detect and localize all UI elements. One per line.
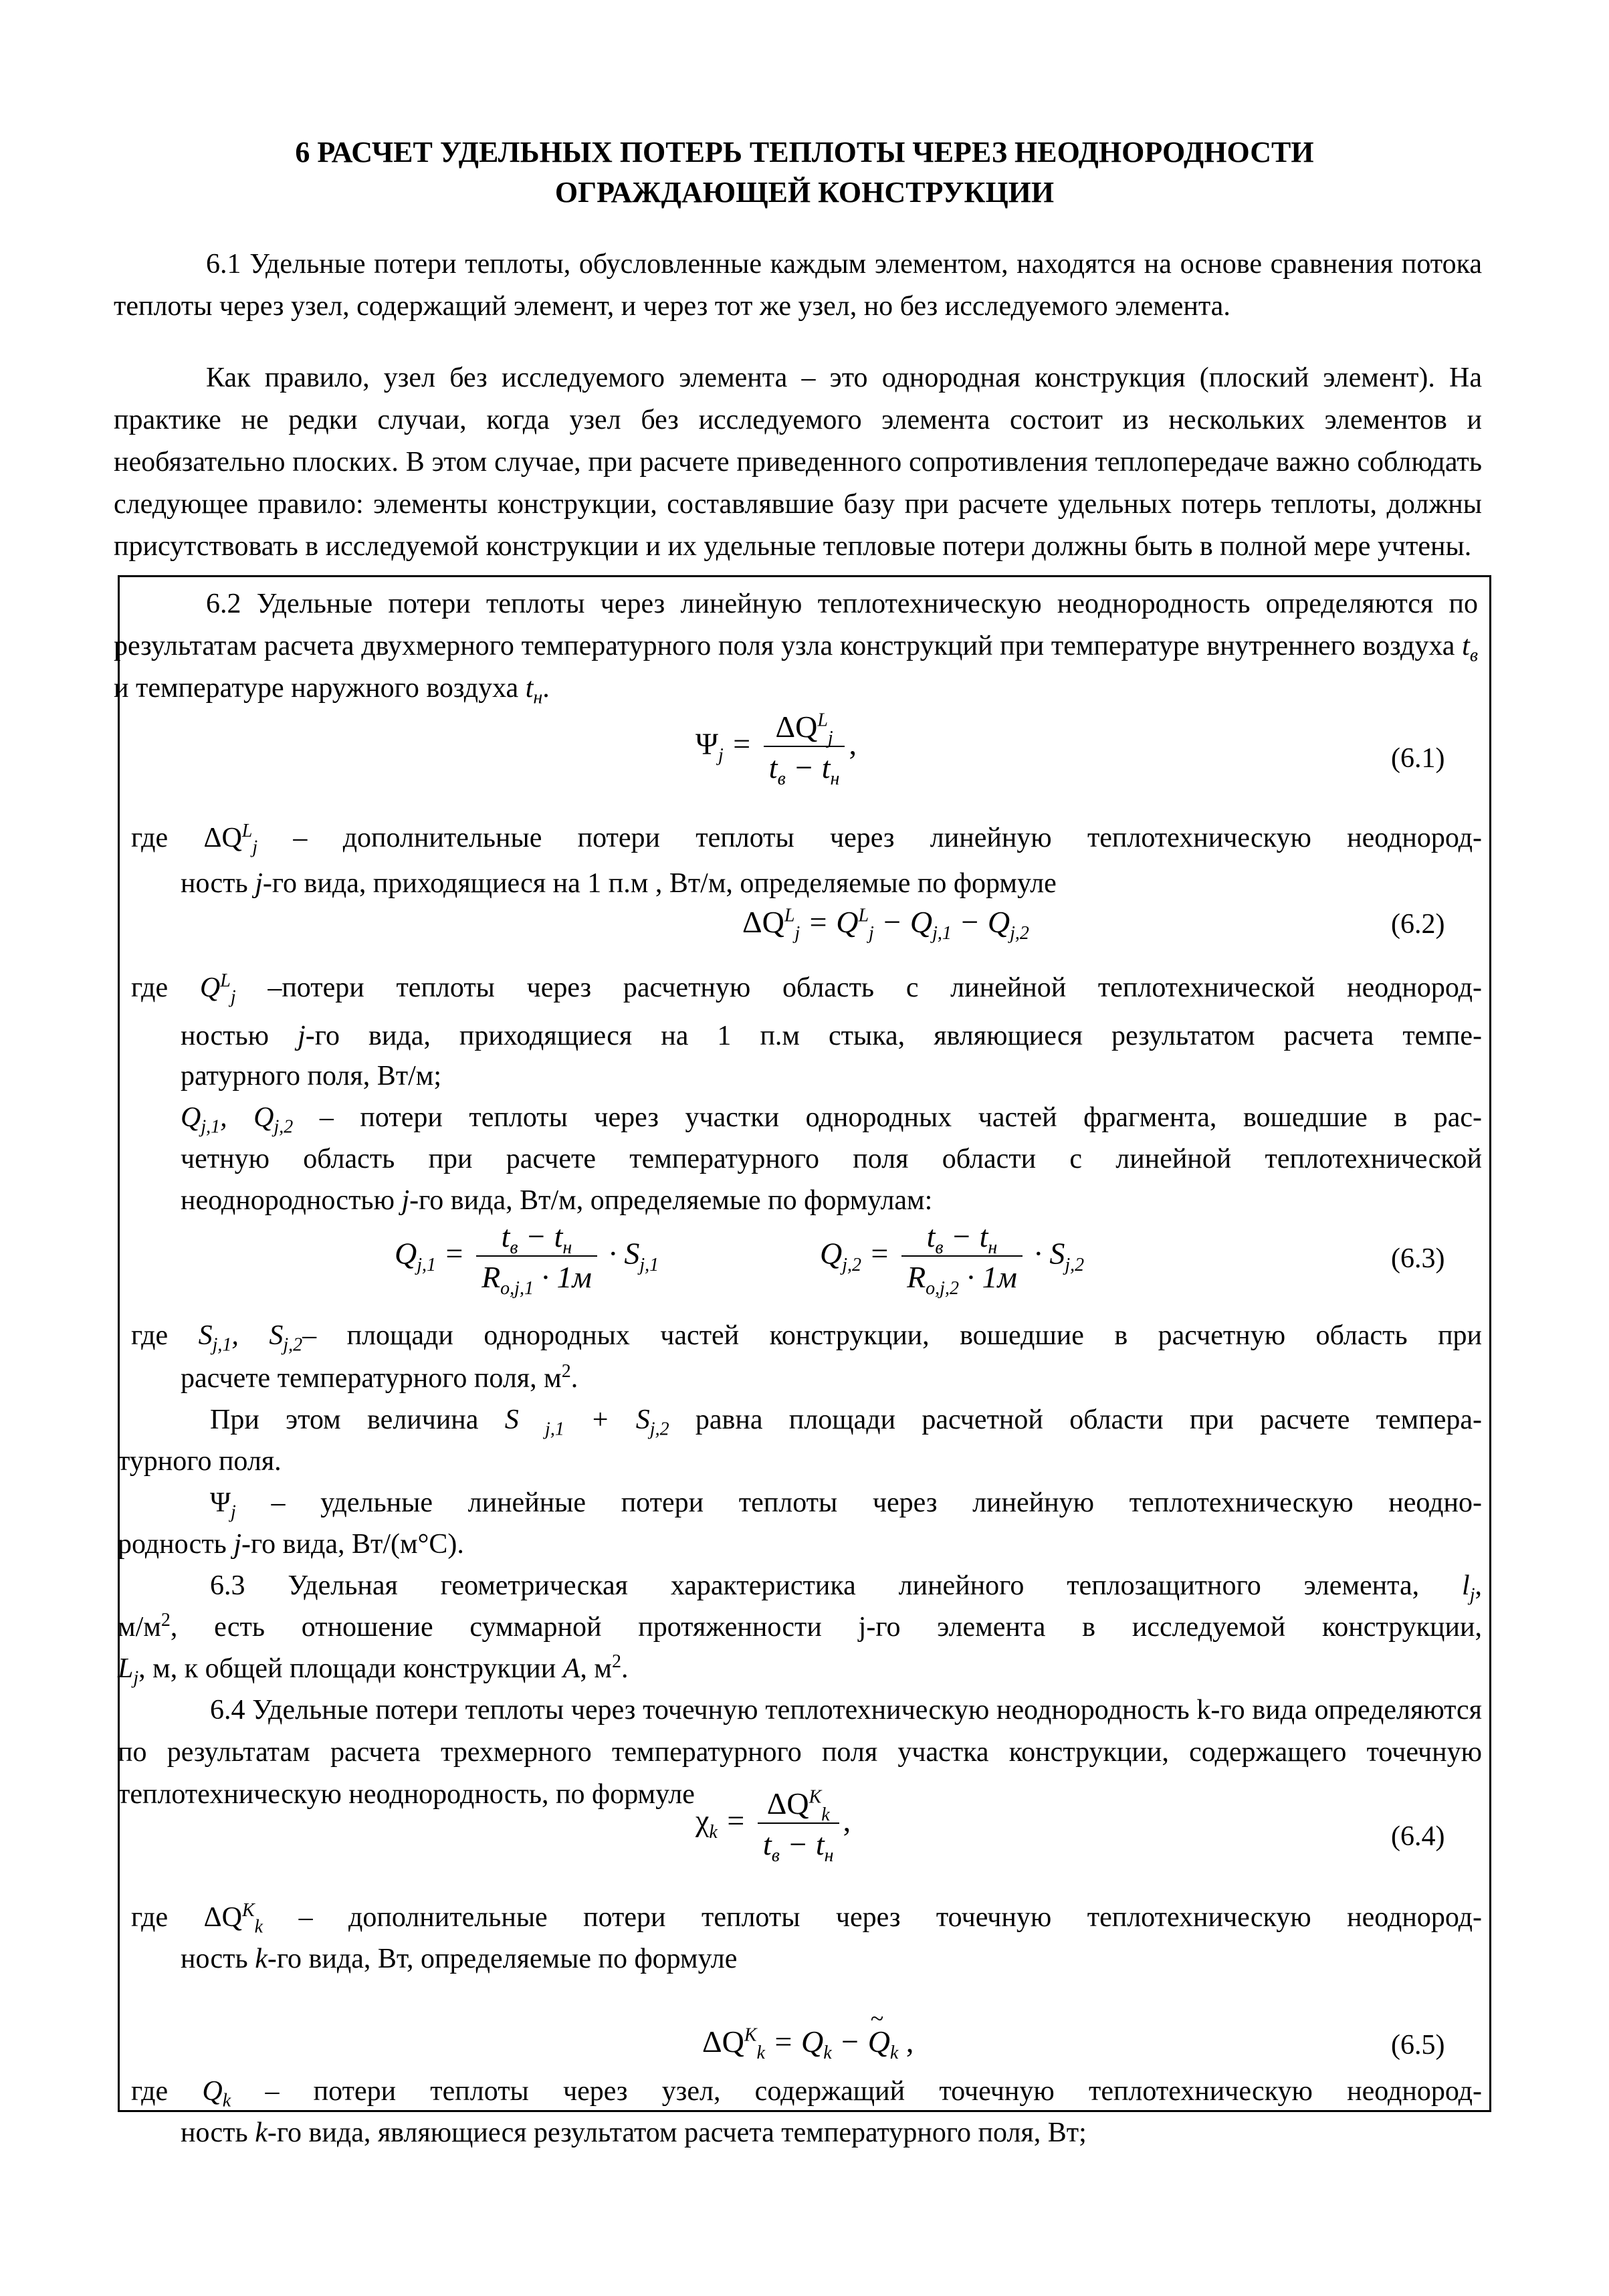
equation-number-6-5: (6.5) <box>1391 2030 1445 2061</box>
paragraph-6-3-line-1: 6.3 Удельная геометрическая характеристика линейного теплозащитного элемента, $l_j$, <box>210 1570 1482 1606</box>
equation-6-4: $\chi_k$ = $\frac{\Delta Q^K_k}{t_в - t_н}$ , <box>695 1786 851 1867</box>
paragraph-6-4: 6.4 Удельные потери теплоты через точечную теплотехническую неоднородность k-го вида определяются по результатам расчета трехмерного температурного поля участка конструкции, содержащего точечную теплотехническую неоднородность, по формуле <box>118 1695 1482 1810</box>
definition-Qk-line-2: ность k-го вида, являющиеся результатом расчета температурного поля, Вт; <box>181 2117 1087 2148</box>
paragraph-6-2: 6.2 Удельные потери теплоты через линейную теплотехническую неоднородность определяются по результатам расчета двухмерного температурного поля узла конструкций при температуре внутреннего воздуха $t_в$ и температуре наружного воздуха $t_н$. <box>114 589 1478 708</box>
equation-number-6-3: (6.3) <box>1391 1243 1445 1274</box>
definition-dQL-line-2: ность j-го вида, приходящиеся на 1 п.м , Вт/м, определяемые по формуле <box>181 868 1057 899</box>
equation-6-2: $\Delta Q^L_j = Q^L_j - Q_{j,1} - Q_{j,2}$ <box>742 905 1029 944</box>
paragraph-6-3-line-2: $м/м^2$, есть отношение суммарной протяженности j-го элемента в исследуемой конструкции, <box>118 1610 1482 1643</box>
definition-S-line-1: где $S_{j,1}$, $S_{j,2}-$ площади однородных частей конструкции, вошедшие в расчетную область при <box>131 1320 1483 1356</box>
paragraph-rule: Как правило, узел без исследуемого элемента – это однородная конструкция (плоский элемент). На практике не редки случаи, когда узел без исследуемого элемента состоит из нескольких элементов и необязательно плоских. В этом случае, при расчете приведенного сопротивления теплопередаче важно соблюдать следующее правило: элементы конструкции, составлявшие базу при расчете удельных потерь теплоты, должны присутствовать в исследуемой конструкции и их удельные тепловые потери должны быть в полной мере учтены. <box>114 362 1482 562</box>
definition-QL-line-2: ностью j-го вида, приходящиеся на 1 п.м стыка, являющиеся результатом расчета темпе- <box>181 1021 1483 1051</box>
equation-6-5: $\Delta Q^K_k = Q_k - Q$ ~ $_k$ , <box>702 2005 914 2064</box>
paragraph-sum-line-1: При этом величина S $_{j,1} + S_{j,2}$ равна площади расчетной области при расчете темпера- <box>210 1404 1483 1440</box>
equation-6-1: $\Psi_j$ = $\frac{\Delta Q^L_j}{t_в - t_н}$ , <box>695 710 857 790</box>
definition-QL-line-3: ратурного поля, Вт/м; <box>181 1061 441 1091</box>
paragraph-6-3-line-3: $L_j$, м, к общей площади конструкции A, $м^2$. <box>118 1651 629 1689</box>
definition-Qj-line-1: $Q_{j,1}$, $Q_{j,2}$ – потери теплоты через участки однородных частей фрагмента, вошедшие в рас- <box>181 1102 1482 1138</box>
definition-S-line-2: расчете температурного поля, $м^2$. <box>181 1361 578 1394</box>
section-heading-line-2: ОГРАЖДАЮЩЕЙ КОНСТРУКЦИИ <box>554 176 1055 209</box>
paragraph-psi-line-1: $\Psi_j$ – удельные линейные потери теплоты через линейную теплотехническую неодно- <box>210 1487 1483 1523</box>
definition-Qk-line-1: где $Q_k$ – потери теплоты через узел, содержащий точечную теплотехническую неоднород- <box>131 2076 1483 2111</box>
definition-QL-line-1: где $Q^L_j$ –потери теплоты через расчетную область с линейной теплотехнической неоднород- <box>131 970 1482 1008</box>
definition-dQL-line-1: где $\Delta Q^L_j$ – дополнительные потери теплоты через линейную теплотехническую неоднород- <box>131 821 1483 858</box>
definition-dQK-line-2: ность k-го вида, Вт, определяемые по формуле <box>181 1944 738 1974</box>
definition-Qj-line-3: неоднородностью j-го вида, Вт/м, определяемые по формулам: <box>181 1185 933 1216</box>
paragraph-psi-line-2: родность j-го вида, Вт/(м°С). <box>118 1529 464 1560</box>
equation-6-3-b: $Q_{j,2}$ = $\frac{t_в - t_н}{R_{o,j,2} \cdot 1м}$ · $S_{j,2}$ <box>820 1219 1085 1299</box>
definition-Qj-line-2: четную область при расчете температурного поля области с линейной теплотехнической <box>181 1144 1482 1174</box>
paragraph-6-1: 6.1 Удельные потери теплоты, обусловленные каждым элементом, находятся на основе сравнения потока теплоты через узел, содержащий элемент, и через тот же узел, но без исследуемого элемента. <box>114 249 1482 322</box>
equation-6-3-a: $Q_{j,1}$ = $\frac{t_в - t_н}{R_{o,j,1} \cdot 1м}$ · $S_{j,1}$ <box>395 1219 659 1299</box>
equation-number-6-1: (6.1) <box>1391 743 1445 774</box>
section-heading-line-1: 6 РАСЧЕТ УДЕЛЬНЫХ ПОТЕРЬ ТЕПЛОТЫ ЧЕРЕЗ НЕОДНОРОДНОСТИ <box>295 136 1314 169</box>
paragraph-sum-line-2: турного поля. <box>118 1446 282 1477</box>
equation-number-6-4: (6.4) <box>1391 1821 1445 1852</box>
definition-dQK-line-1: где $\Delta Q^K_k$ – дополнительные потери теплоты через точечную теплотехническую неоднород- <box>131 1900 1483 1938</box>
equation-number-6-2: (6.2) <box>1391 909 1445 940</box>
